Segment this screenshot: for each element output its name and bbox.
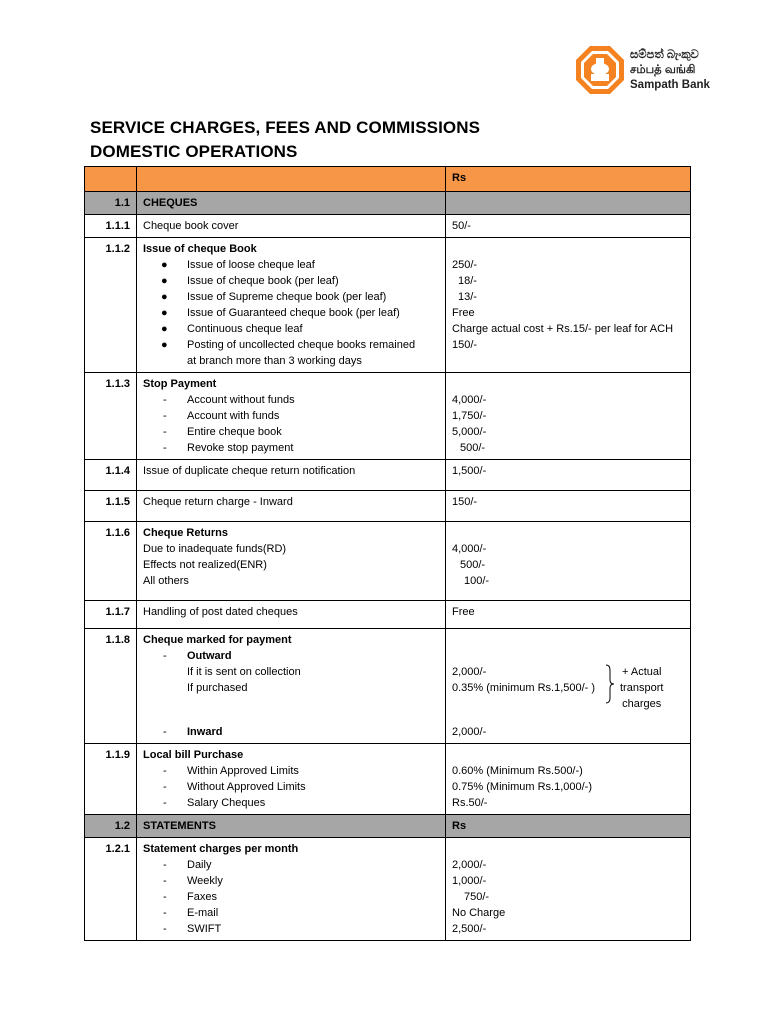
list-item-continued: at branch more than 3 working days — [187, 355, 362, 367]
row-value-cell — [446, 838, 691, 941]
charges-table — [84, 166, 691, 941]
list-item: - Account with funds — [163, 410, 280, 422]
row-number: 1.1.7 — [85, 601, 137, 629]
row-number: 1.1.9 — [85, 744, 137, 815]
list-item: Due to inadequate funds(RD) — [143, 543, 287, 555]
row-value: 50/- — [446, 215, 691, 238]
list-item: ● Continuous cheque leaf — [161, 323, 303, 335]
row-value: 4,000/- — [452, 394, 487, 406]
list-item: ● Issue of loose cheque leaf — [161, 259, 315, 271]
table-row — [85, 215, 691, 238]
row-value: 18/- — [458, 275, 477, 287]
row-value: 500/- — [460, 559, 486, 571]
row-number: 1.1.8 — [85, 629, 137, 744]
list-item: Effects not realized(ENR) — [143, 559, 267, 571]
bullet-icon: ● — [161, 339, 168, 351]
section-number: 1.1 — [85, 192, 137, 215]
row-value: 2,500/- — [452, 923, 487, 935]
logo-name-tamil: சம்பத் வங்கி — [630, 64, 696, 76]
list-item: - Salary Cheques — [163, 797, 266, 809]
list-item: All others — [143, 575, 189, 587]
row-value: Free — [446, 601, 691, 629]
row-value: Rs.50/- — [452, 797, 488, 809]
table-row — [85, 744, 691, 815]
row-label: Cheque marked for payment — [143, 634, 292, 646]
row-value: 1,500/- — [446, 460, 691, 491]
document-title: SERVICE CHARGES, FEES AND COMMISSIONS — [90, 118, 481, 137]
row-value: Charge actual cost + Rs.15/- per leaf for ACH — [452, 323, 674, 335]
row-value: 13/- — [458, 291, 477, 303]
row-value: 500/- — [460, 442, 486, 454]
row-value: 100/- — [464, 575, 490, 587]
row-label: Handling of post dated cheques — [137, 601, 446, 629]
curly-brace-icon — [604, 664, 616, 704]
row-label: Issue of cheque Book — [143, 243, 257, 255]
list-item: ● Posting of uncollected cheque books remained — [161, 339, 416, 351]
currency-header: Rs — [446, 167, 691, 192]
row-value: 150/- — [452, 339, 478, 351]
list-item: ● Issue of Supreme cheque book (per leaf) — [161, 291, 387, 303]
row-label: Issue of duplicate cheque return notification — [137, 460, 446, 491]
list-item: ● Issue of cheque book (per leaf) — [161, 275, 339, 287]
row-label: Cheque book cover — [137, 215, 446, 238]
row-label-cell — [137, 522, 446, 601]
row-value: 2,000/- — [452, 859, 487, 871]
row-value: 0.75% (Minimum Rs.1,000/-) — [452, 781, 592, 793]
document-subtitle: DOMESTIC OPERATIONS — [90, 142, 298, 161]
row-value-cell — [446, 373, 691, 460]
sampath-emblem-icon — [574, 44, 626, 96]
row-number: 1.1.5 — [85, 491, 137, 522]
list-item: - Account without funds — [163, 394, 295, 406]
bullet-icon: ● — [161, 275, 168, 287]
section-label: STATEMENTS — [137, 815, 446, 838]
list-item: If it is sent on collection — [187, 666, 301, 678]
row-value: 1,000/- — [452, 875, 487, 887]
row-value-cell — [446, 522, 691, 601]
row-label-cell — [137, 629, 446, 744]
list-item: ● Issue of Guaranteed cheque book (per leaf) — [161, 307, 400, 319]
row-value-cell — [446, 238, 691, 373]
row-value: 5,000/- — [452, 426, 487, 438]
row-label: Cheque return charge - Inward — [137, 491, 446, 522]
bullet-icon: ● — [161, 291, 168, 303]
row-value: 750/- — [464, 891, 490, 903]
list-item: - E-mail — [163, 907, 219, 919]
section-row-cheques — [85, 192, 691, 215]
transport-charges-note: + Actual transport charges — [620, 666, 664, 710]
row-label-cell — [137, 838, 446, 941]
table-header-row — [85, 167, 691, 192]
table-row — [85, 238, 691, 373]
row-number: 1.1.4 — [85, 460, 137, 491]
row-value: 0.60% (Minimum Rs.500/-) — [452, 765, 583, 777]
row-value: 150/- — [446, 491, 691, 522]
row-number: 1.1.6 — [85, 522, 137, 601]
list-item: - Without Approved Limits — [163, 781, 306, 793]
table-row — [85, 629, 691, 744]
row-value: 2,000/- — [452, 726, 487, 738]
section-row-statements — [85, 815, 691, 838]
row-label: Cheque Returns — [143, 527, 228, 539]
list-item: - Faxes — [163, 891, 217, 903]
list-item: If purchased — [187, 682, 248, 694]
section-label: CHEQUES — [137, 192, 446, 215]
list-item: - Inward — [163, 726, 223, 738]
row-number: 1.1.3 — [85, 373, 137, 460]
table-row — [85, 460, 691, 491]
bullet-icon: ● — [161, 307, 168, 319]
logo-name-sinhala: සම්පත් බැංකුව — [630, 49, 699, 61]
table-row — [85, 838, 691, 941]
row-value-cell — [446, 629, 691, 744]
logo-name-english: Sampath Bank — [630, 79, 710, 91]
table-row — [85, 601, 691, 629]
row-value: No Charge — [452, 907, 506, 919]
section-number: 1.2 — [85, 815, 137, 838]
row-label: Stop Payment — [143, 378, 217, 390]
row-number: 1.1.2 — [85, 238, 137, 373]
row-value: 1,750/- — [452, 410, 487, 422]
table-row — [85, 373, 691, 460]
row-value: 4,000/- — [452, 543, 487, 555]
row-value: 250/- — [452, 259, 478, 271]
list-item: - Within Approved Limits — [163, 765, 299, 777]
list-item: - Daily — [163, 859, 212, 871]
row-value: Free — [452, 307, 475, 319]
list-item: - Weekly — [163, 875, 223, 887]
list-item: - Outward — [163, 650, 232, 662]
list-item: - Revoke stop payment — [163, 442, 294, 454]
list-item: - Entire cheque book — [163, 426, 282, 438]
bullet-icon: ● — [161, 259, 168, 271]
list-item: - SWIFT — [163, 923, 222, 935]
row-label-cell — [137, 744, 446, 815]
row-value: 0.35% (minimum Rs.1,500/- ) — [452, 682, 596, 694]
row-label: Statement charges per month — [143, 843, 299, 855]
row-number: 1.1.1 — [85, 215, 137, 238]
row-value: 2,000/- — [452, 666, 487, 678]
row-label-cell — [137, 238, 446, 373]
bank-logo — [574, 44, 714, 98]
row-label: Local bill Purchase — [143, 749, 244, 761]
row-value-cell — [446, 744, 691, 815]
section-currency: Rs — [446, 815, 691, 838]
row-label-cell — [137, 373, 446, 460]
table-row — [85, 491, 691, 522]
row-number: 1.2.1 — [85, 838, 137, 941]
bullet-icon: ● — [161, 323, 168, 335]
table-row — [85, 522, 691, 601]
